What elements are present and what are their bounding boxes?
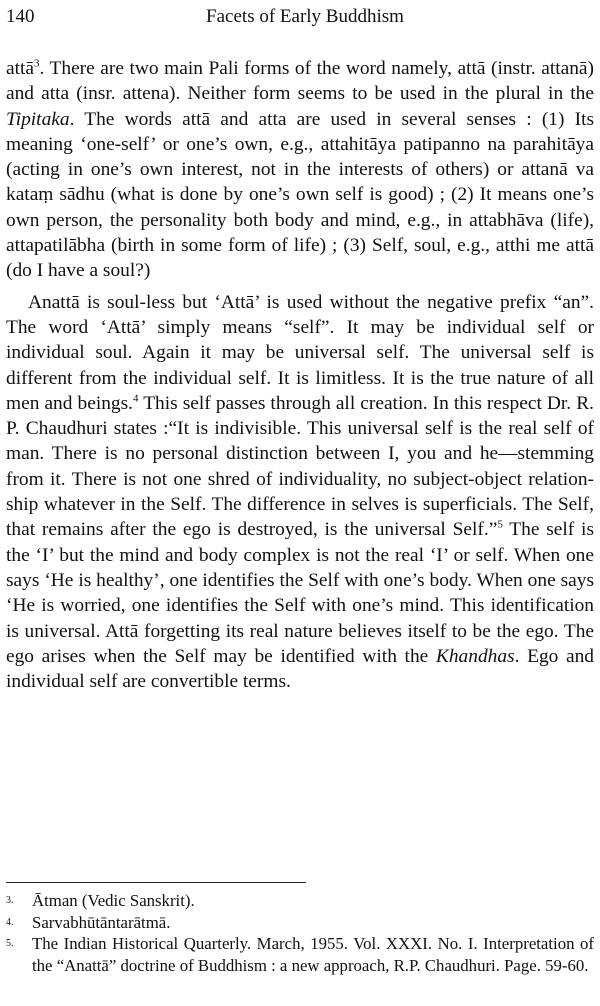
footnote	[6, 912, 594, 934]
page-header	[0, 2, 600, 34]
footnote-ref: 5	[497, 518, 503, 531]
footnote-marker: 3.	[6, 895, 14, 906]
paragraph	[6, 290, 594, 695]
footnote-marker: 5.	[6, 938, 14, 949]
text-run: attā	[6, 58, 34, 79]
text-run-italic: Tipitaka	[6, 108, 70, 130]
footnote-marker: 4.	[6, 916, 14, 928]
footnote-text: Ātman (Vedic Sanskrit).	[32, 891, 195, 910]
text-run: . The words attā and atta are used in several senses : (1) Its meaning ‘one-self’ or one’s own, e.g., attahitāya patipanno na parahitāya (acting in one’s own interest, not in the interests of others) or attanā va kataṃ sādhu (what is done by one’s own self is good) ; (2) It means one’s own person, the personality both body and mind, e.g., in attabhāva (life), attapatilābha (birth in some form of life) ; (3) Self, soul, e.g., atthi me attā (do I have a soul?)	[6, 108, 594, 282]
running-title: Facets of Early Buddhism	[206, 6, 404, 27]
text-run: . There are two main Pali forms of the word namely, attā (instr. attanā) and atta (insr. attena). Neither form seems to be used in the plural in the	[6, 58, 594, 105]
text-run-italic: Khandhas	[435, 645, 515, 667]
footnotes	[6, 890, 594, 976]
footnote-divider	[6, 882, 306, 883]
page-number: 140	[6, 6, 35, 27]
text-run: The self is the ‘I’ but the mind and body complex is not the real ‘I’ or self. When one says ‘He is healthy’, one identifies the Self with one’s body. When one says ‘He is worried, one identifies the Self with one’s mind. This identification is universal. Attā forgetting its real nature believes itself to be the ego. The ego arises when the Self may be identified with the	[6, 519, 594, 667]
footnote-text: Sarvabhūtāntarātmā.	[32, 912, 171, 932]
footnote	[6, 890, 594, 912]
footnote-text: The Indian Historical Quarterly. March, 1955. Vol. XXXI. No. I. Interpretation of the “Anattā” doctrine of Buddhism : a new approach, R.P. Chaudhuri. Page. 59-60.	[32, 934, 594, 975]
footnote-ref: 3	[34, 57, 40, 70]
paragraph	[6, 56, 594, 284]
text-run: This self passes through all creation. In this respect Dr. R. P. Chaudhuri states :“It is indivisible. This universal self is the real self of man. There is no personal distinction between I, you and he—stemming from it. There is not one shred of individuality, no subject-object relation-ship whatever in the Self. The difference in selves is superficials. The Self, that remains after the ego is destroyed, is the universal Self.”	[6, 392, 594, 541]
text-run: . Ego and individual self are convertible terms.	[6, 645, 594, 693]
footnote	[6, 933, 594, 976]
footnote-ref: 4	[133, 392, 139, 405]
text-run: Anattā is soul-less but ‘Attā’ is used without the negative prefix “an”. The word ‘Attā’ simply means “self”. It may be individual self or individual soul. Again it may be universal self. The universal self is different from the individual self. It is limitless. It is the true nature of all men and beings.	[6, 291, 594, 414]
body-text	[6, 56, 594, 694]
